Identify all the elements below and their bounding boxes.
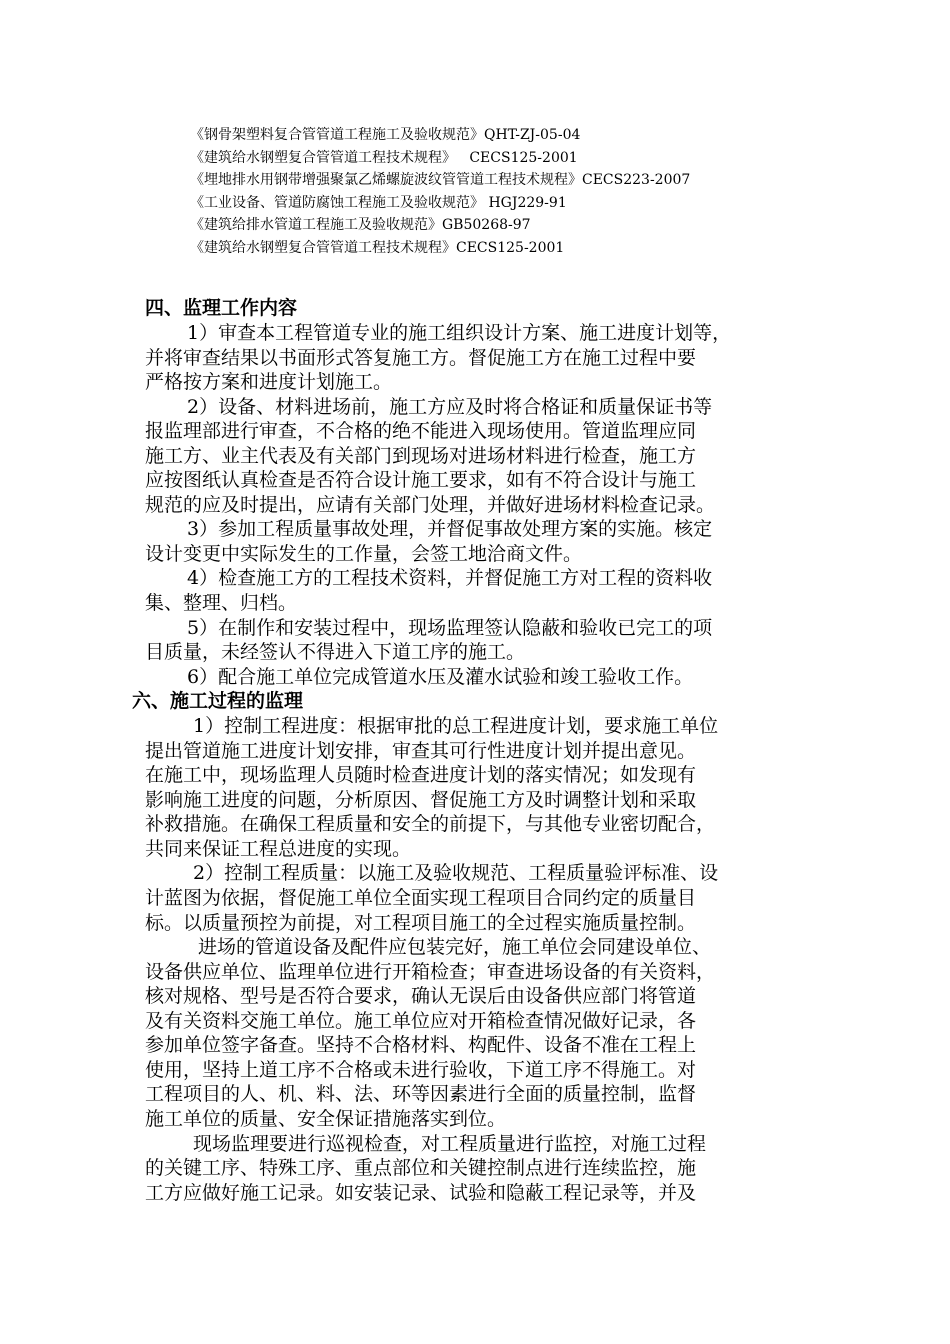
- paragraph-line: 应按图纸认真检查是否符合设计施工要求，如有不符合设计与施工: [145, 469, 697, 492]
- reference-item: 《建筑给水钢塑复合管管道工程技术规程》 CECS125-2001: [190, 149, 578, 166]
- paragraph-line: 的关键工序、特殊工序、重点部位和关键控制点进行连续监控，施: [145, 1157, 697, 1180]
- paragraph-line: 提出管道施工进度计划安排，审查其可行性进度计划并提出意见。: [145, 739, 697, 762]
- paragraph-line: 严格按方案和进度计划施工。: [145, 371, 393, 394]
- paragraph-line: 在施工中，现场监理人员随时检查进度计划的落实情况；如发现有: [145, 764, 697, 787]
- reference-item: 《建筑给排水管道工程施工及验收规范》GB50268-97: [190, 217, 531, 234]
- paragraph-line: 设备供应单位、监理单位进行开箱检查；审查进场设备的有关资料，: [145, 960, 716, 983]
- section-construction-supervision: [145, 714, 835, 1205]
- section-supervision-content: [145, 321, 835, 689]
- paragraph-line: 工程项目的人、机、料、法、环等因素进行全面的质量控制，监督: [145, 1083, 697, 1106]
- paragraph-line: 1）审查本工程管道专业的施工组织设计方案、施工进度计划等，: [187, 322, 732, 344]
- paragraph-line: 目质量，未经签认不得进入下道工序的施工。: [145, 641, 526, 664]
- paragraph-line: 现场监理要进行巡视检查，对工程质量进行监控，对施工过程: [193, 1132, 707, 1155]
- reference-item: 《埋地排水用钢带增强聚氯乙烯螺旋波纹管管道工程技术规程》CECS223-2007: [190, 172, 691, 189]
- reference-item: 《建筑给水钢塑复合管管道工程技术规程》CECS125-2001: [190, 239, 565, 256]
- paragraph-line: 标。以质量预控为前提，对工程项目施工的全过程实施质量控制。: [145, 911, 697, 934]
- section-heading-supervision-content: 四、监理工作内容: [145, 297, 298, 319]
- paragraph-line: 工方应做好施工记录。如安装记录、试验和隐蔽工程记录等，并及: [145, 1181, 697, 1204]
- reference-standards-list: [190, 124, 890, 260]
- paragraph-line: 4）检查施工方的工程技术资料，并督促施工方对工程的资料收: [187, 567, 713, 590]
- paragraph-line: 1）控制工程进度：根据审批的总工程进度计划，要求施工单位: [193, 715, 719, 738]
- paragraph-line: 使用，坚持上道工序不合格或未进行验收，下道工序不得施工。对: [145, 1058, 697, 1081]
- paragraph-line: 5）在制作和安装过程中，现场监理签认隐蔽和验收已完工的项: [187, 616, 713, 639]
- paragraph-line: 共同来保证工程总进度的实现。: [145, 837, 412, 860]
- paragraph-line: 计蓝图为依据，督促施工单位全面实现工程项目合同约定的质量目: [145, 887, 697, 910]
- section-heading-construction-supervision: 六、施工过程的监理: [132, 690, 304, 713]
- reference-item: 《钢骨架塑料复合管管道工程施工及验收规范》QHT-ZJ-05-04: [190, 127, 581, 143]
- paragraph-line: 影响施工进度的问题，分析原因、督促施工方及时调整计划和采取: [145, 788, 697, 811]
- paragraph-line: 设计变更中实际发生的工作量，会签工地洽商文件。: [145, 542, 583, 565]
- paragraph-line: 规范的应及时提出，应请有关部门处理，并做好进场材料检查记录。: [145, 493, 716, 516]
- document-body: [132, 296, 835, 1205]
- reference-item: 《工业设备、管道防腐蚀工程施工及验收规范》 HGJ229-91: [190, 194, 567, 211]
- paragraph-line: 2）控制工程质量：以施工及验收规范、工程质量验评标准、设: [193, 862, 719, 885]
- paragraph-line: 3）参加工程质量事故处理，并督促事故处理方案的实施。核定: [187, 518, 713, 541]
- paragraph-line: 6）配合施工单位完成管道水压及灌水试验和竣工验收工作。: [187, 665, 694, 688]
- paragraph-line: 补救措施。在确保工程质量和安全的前提下，与其他专业密切配合，: [145, 813, 716, 836]
- paragraph-line: 及有关资料交施工单位。施工单位应对开箱检查情况做好记录，各: [145, 1009, 697, 1032]
- paragraph-line: 报监理部进行审查，不合格的绝不能进入现场使用。管道监理应同: [145, 420, 697, 443]
- paragraph-line: 核对规格、型号是否符合要求，确认无误后由设备供应部门将管道: [145, 985, 697, 1008]
- paragraph-line: 施工单位的质量、安全保证措施落实到位。: [145, 1107, 507, 1130]
- paragraph-line: 进场的管道设备及配件应包装完好，施工单位会同建设单位、: [198, 936, 712, 959]
- paragraph-line: 2）设备、材料进场前，施工方应及时将合格证和质量保证书等: [187, 395, 713, 418]
- paragraph-line: 并将审查结果以书面形式答复施工方。督促施工方在施工过程中要: [145, 346, 697, 369]
- paragraph-line: 集、整理、归档。: [145, 592, 298, 615]
- paragraph-line: 施工方、业主代表及有关部门到现场对进场材料进行检查，施工方: [145, 444, 697, 467]
- paragraph-line: 参加单位签字备查。坚持不合格材料、构配件、设备不准在工程上: [145, 1034, 697, 1057]
